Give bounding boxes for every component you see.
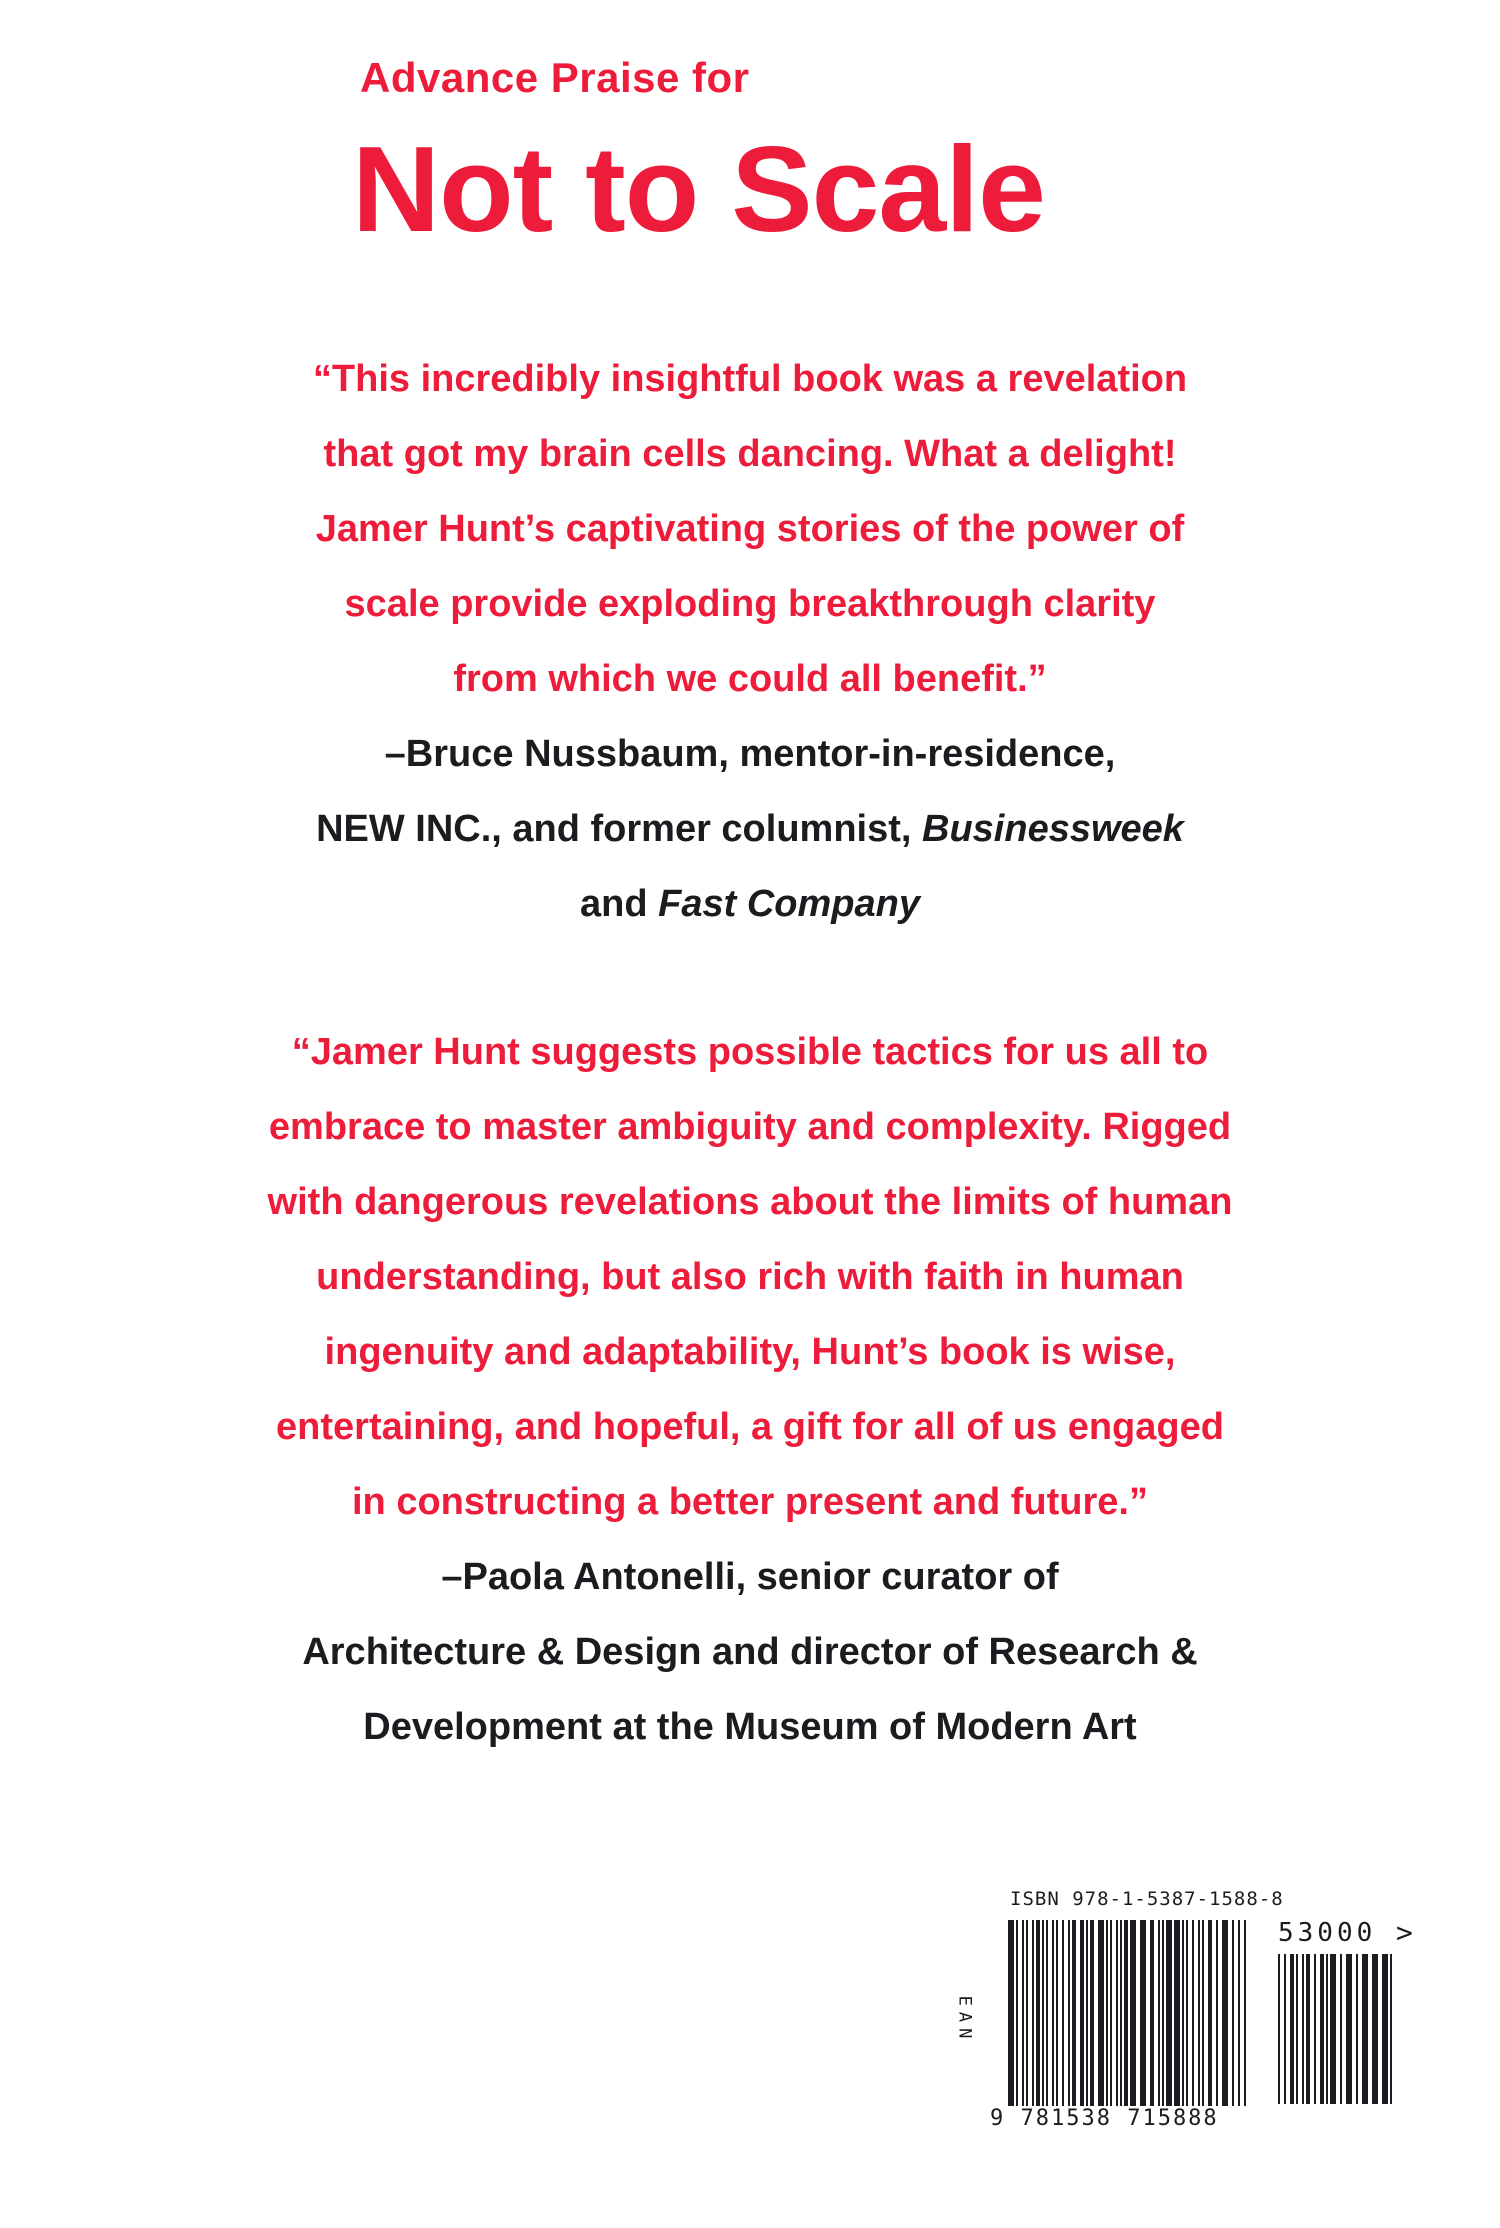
attribution-text: and [580,883,659,925]
barcode-bar [1278,1954,1280,2104]
barcode-bar [1346,1954,1352,2104]
attribution-line: Architecture & Design and director of Research & [302,1631,1198,1673]
barcode-bar [1302,1954,1304,2104]
barcode-bar [1166,1920,1172,2106]
barcode-bar [1036,1920,1040,2106]
quote-line: from which we could all benefit.” [453,658,1047,700]
barcode-bar [1022,1920,1024,2106]
barcode-bar [1098,1920,1104,2106]
quote-line: in constructing a better present and future.” [352,1481,1148,1523]
barcode-bar [1124,1920,1128,2106]
barcode-bar [1072,1920,1076,2106]
attribution-line [0,867,1500,942]
ean-barcode-bars [1008,1920,1248,2120]
barcode-bar [1382,1954,1388,2104]
barcode-bar [1008,1920,1014,2120]
barcode-bar [1198,1920,1200,2106]
isbn-barcode [940,1888,1440,2138]
barcode-bar [1140,1920,1146,2120]
quote-line: entertaining, and hopeful, a gift for all of us engaged [276,1406,1224,1448]
praise-label: Advance Praise for [360,54,750,101]
publication-name: Businessweek [922,808,1184,850]
barcode-bar [1320,1954,1324,2104]
barcode-bar [1202,1920,1204,2106]
barcode-bar [1026,1920,1028,2106]
quote-line: embrace to master ambiguity and complexity. Rigged [268,1106,1232,1148]
quote-line: with dangerous revelations about the limits of human [267,1181,1233,1223]
quote-line: Jamer Hunt’s captivating stories of the power of [315,508,1185,550]
attribution-line: –Bruce Nussbaum, mentor-in-residence, [384,733,1116,775]
quote-line: that got my brain cells dancing. What a delight! [323,433,1177,475]
quote-line: “Jamer Hunt suggests possible tactics for us all to [291,1031,1209,1073]
barcode-bar [1116,1920,1118,2106]
price-code: 53000 [1278,1918,1377,1948]
barcode-bar [1174,1920,1180,2106]
barcode-bar [1284,1954,1286,2104]
barcode-bar [1182,1920,1184,2106]
barcode-bar [1158,1920,1160,2106]
barcode-bar [1068,1920,1070,2106]
barcode-bar [1130,1920,1136,2106]
barcode-bar [1216,1920,1218,2106]
attribution-line: –Paola Antonelli, senior curator of [441,1556,1059,1598]
barcode-bar [1056,1920,1058,2106]
barcode-bar [1086,1920,1088,2106]
barcode-bar [1326,1954,1328,2104]
isbn-text: ISBN 978-1-5387-1588-8 [1010,1888,1284,1910]
barcode-bar [1290,1954,1294,2104]
barcode-bar [1296,1954,1298,2104]
ean-label-text: EAN [954,1995,975,2045]
barcode-bar [1362,1954,1368,2104]
barcode-bar [1162,1920,1164,2106]
ean-digits: 9 781538 715888 [990,2106,1219,2131]
barcode-bar [1046,1920,1048,2106]
barcode-bar [1192,1920,1194,2106]
barcode-bar [1110,1920,1112,2106]
barcode-bar [1186,1920,1188,2106]
barcode-bar [1244,1920,1246,2106]
publication-name: Fast Company [658,883,920,925]
barcode-bar [1330,1954,1336,2104]
barcode-bar [1390,1954,1392,2104]
barcode-bar [1080,1920,1084,2106]
barcode-bar [1106,1920,1108,2106]
barcode-bar [1306,1954,1310,2104]
barcode-bar [1120,1920,1122,2106]
barcode-bar [1232,1920,1234,2106]
barcode-bar [1356,1954,1358,2104]
attribution-line: Development at the Museum of Modern Art [363,1706,1137,1748]
barcode-bar [1052,1920,1054,2106]
barcode-bar [1238,1920,1240,2106]
quote-line: scale provide exploding breakthrough clarity [344,583,1156,625]
barcode-bar [1032,1920,1034,2106]
barcode-bar [1314,1954,1316,2104]
book-title: Not to Scale [352,121,1046,257]
quote-line: “This incredibly insightful book was a revelation [312,358,1188,400]
barcode-bar [1208,1920,1212,2106]
barcode-bar [1062,1920,1064,2106]
barcode-bar [1222,1920,1228,2106]
barcode-bar [1372,1954,1378,2104]
barcode-bar [1340,1954,1342,2104]
attribution-text: NEW INC., and former columnist, [316,808,923,850]
barcode-bar [1150,1920,1154,2120]
ean-label [940,1988,975,2048]
barcode-bar [1042,1920,1044,2106]
attribution-line [0,792,1500,867]
price-addon-bars [1278,1954,1393,2118]
barcode-bar [1016,1920,1018,2120]
quote-line: ingenuity and adaptability, Hunt’s book is wise, [324,1331,1176,1373]
praise-quote-1 [0,342,1500,942]
barcode-bar [1090,1920,1094,2106]
quote-line: understanding, but also rich with faith in human [316,1256,1184,1298]
price-arrow-icon: > [1396,1916,1413,1949]
praise-quote-2 [0,1015,1500,1765]
